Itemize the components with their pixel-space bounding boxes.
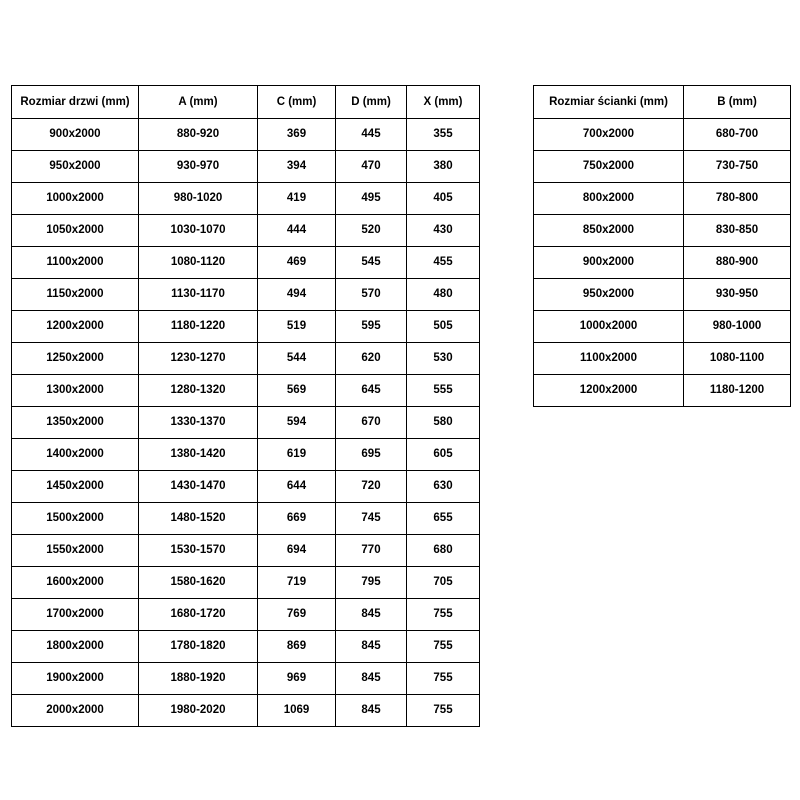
table-cell: 880-920 [139,119,258,151]
table-row [12,407,480,439]
table-row [534,247,791,279]
table-cell: 850x2000 [534,215,684,247]
table-cell: 620 [336,343,407,375]
table-row [12,535,480,567]
table-row [12,567,480,599]
table-cell: 645 [336,375,407,407]
table-cell: 795 [336,567,407,599]
table-row [534,343,791,375]
table-cell: 755 [407,663,480,695]
table-cell: 580 [407,407,480,439]
table-cell: 1800x2000 [12,631,139,663]
table-cell: 1000x2000 [534,311,684,343]
table-cell: 630 [407,471,480,503]
table-cell: 1450x2000 [12,471,139,503]
table-cell: 355 [407,119,480,151]
table-cell: 980-1000 [684,311,791,343]
table-cell: 519 [258,311,336,343]
table-cell: 769 [258,599,336,631]
walls-table-header [534,86,791,119]
table-cell: 569 [258,375,336,407]
table-cell: 1100x2000 [534,343,684,375]
table-cell: 680-700 [684,119,791,151]
table-cell: 1250x2000 [12,343,139,375]
table-row [12,439,480,471]
table-cell: 845 [336,599,407,631]
table-cell: 570 [336,279,407,311]
table-cell: 800x2000 [534,183,684,215]
table-row [12,151,480,183]
table-cell: 1280-1320 [139,375,258,407]
table-cell: 755 [407,599,480,631]
table-row [534,183,791,215]
table-cell: 1380-1420 [139,439,258,471]
table-cell: 705 [407,567,480,599]
table-cell: 1069 [258,695,336,727]
column-header-a: A (mm) [139,86,258,119]
table-cell: 1230-1270 [139,343,258,375]
table-cell: 1880-1920 [139,663,258,695]
table-cell: 1200x2000 [12,311,139,343]
column-header-d: D (mm) [336,86,407,119]
table-cell: 1500x2000 [12,503,139,535]
table-cell: 594 [258,407,336,439]
table-cell: 544 [258,343,336,375]
table-row [12,247,480,279]
table-cell: 1150x2000 [12,279,139,311]
table-cell: 1600x2000 [12,567,139,599]
table-cell: 380 [407,151,480,183]
table-cell: 950x2000 [534,279,684,311]
table-cell: 480 [407,279,480,311]
doors-table-body [12,119,480,727]
table-cell: 669 [258,503,336,535]
table-cell: 1330-1370 [139,407,258,439]
table-cell: 900x2000 [12,119,139,151]
table-cell: 644 [258,471,336,503]
table-cell: 545 [336,247,407,279]
table-row [534,151,791,183]
table-cell: 845 [336,631,407,663]
doors-dimensions-table [11,85,480,727]
table-cell: 845 [336,695,407,727]
table-cell: 670 [336,407,407,439]
table-cell: 1980-2020 [139,695,258,727]
table-cell: 595 [336,311,407,343]
table-row [12,695,480,727]
table-cell: 430 [407,215,480,247]
table-cell: 444 [258,215,336,247]
table-cell: 869 [258,631,336,663]
table-cell: 969 [258,663,336,695]
column-header-b: B (mm) [684,86,791,119]
table-cell: 505 [407,311,480,343]
doors-table-header [12,86,480,119]
table-cell: 1180-1220 [139,311,258,343]
walls-table-body [534,119,791,407]
table-cell: 655 [407,503,480,535]
table-cell: 770 [336,535,407,567]
table-row [534,119,791,151]
table-cell: 1200x2000 [534,375,684,407]
table-cell: 730-750 [684,151,791,183]
table-cell: 1680-1720 [139,599,258,631]
table-cell: 830-850 [684,215,791,247]
table-cell: 755 [407,695,480,727]
column-header-x: X (mm) [407,86,480,119]
table-cell: 1180-1200 [684,375,791,407]
table-cell: 1700x2000 [12,599,139,631]
table-cell: 1100x2000 [12,247,139,279]
table-cell: 755 [407,631,480,663]
table-cell: 695 [336,439,407,471]
table-cell: 980-1020 [139,183,258,215]
table-cell: 394 [258,151,336,183]
table-cell: 900x2000 [534,247,684,279]
table-cell: 1580-1620 [139,567,258,599]
table-cell: 1130-1170 [139,279,258,311]
table-cell: 1350x2000 [12,407,139,439]
table-cell: 930-950 [684,279,791,311]
table-cell: 405 [407,183,480,215]
table-cell: 445 [336,119,407,151]
table-row [12,631,480,663]
table-header-row [12,86,480,119]
table-row [534,375,791,407]
table-cell: 470 [336,151,407,183]
table-row [12,375,480,407]
table-cell: 750x2000 [534,151,684,183]
table-cell: 930-970 [139,151,258,183]
table-cell: 694 [258,535,336,567]
table-cell: 1430-1470 [139,471,258,503]
table-cell: 1080-1120 [139,247,258,279]
column-header-c: C (mm) [258,86,336,119]
table-cell: 369 [258,119,336,151]
table-cell: 469 [258,247,336,279]
table-cell: 1900x2000 [12,663,139,695]
table-cell: 845 [336,663,407,695]
table-cell: 520 [336,215,407,247]
table-cell: 1030-1070 [139,215,258,247]
table-cell: 780-800 [684,183,791,215]
table-cell: 1050x2000 [12,215,139,247]
table-cell: 555 [407,375,480,407]
table-cell: 494 [258,279,336,311]
table-cell: 419 [258,183,336,215]
table-cell: 1550x2000 [12,535,139,567]
table-row [534,311,791,343]
table-row [534,279,791,311]
table-row [12,311,480,343]
table-cell: 619 [258,439,336,471]
table-cell: 1780-1820 [139,631,258,663]
table-cell: 1530-1570 [139,535,258,567]
table-cell: 455 [407,247,480,279]
table-row [12,663,480,695]
table-cell: 605 [407,439,480,471]
table-cell: 1480-1520 [139,503,258,535]
table-cell: 700x2000 [534,119,684,151]
table-row [12,279,480,311]
walls-dimensions-table [533,85,791,407]
table-row [12,471,480,503]
table-cell: 1080-1100 [684,343,791,375]
table-cell: 950x2000 [12,151,139,183]
table-cell: 530 [407,343,480,375]
table-row [12,215,480,247]
table-cell: 719 [258,567,336,599]
table-cell: 880-900 [684,247,791,279]
column-header-size: Rozmiar drzwi (mm) [12,86,139,119]
table-cell: 720 [336,471,407,503]
table-row [12,503,480,535]
table-row [12,119,480,151]
table-cell: 745 [336,503,407,535]
table-row [12,183,480,215]
table-cell: 2000x2000 [12,695,139,727]
column-header-wall-size: Rozmiar ścianki (mm) [534,86,684,119]
table-row [12,343,480,375]
table-header-row [534,86,791,119]
table-cell: 495 [336,183,407,215]
table-cell: 1300x2000 [12,375,139,407]
table-cell: 1400x2000 [12,439,139,471]
table-cell: 680 [407,535,480,567]
table-row [12,599,480,631]
table-cell: 1000x2000 [12,183,139,215]
table-row [534,215,791,247]
